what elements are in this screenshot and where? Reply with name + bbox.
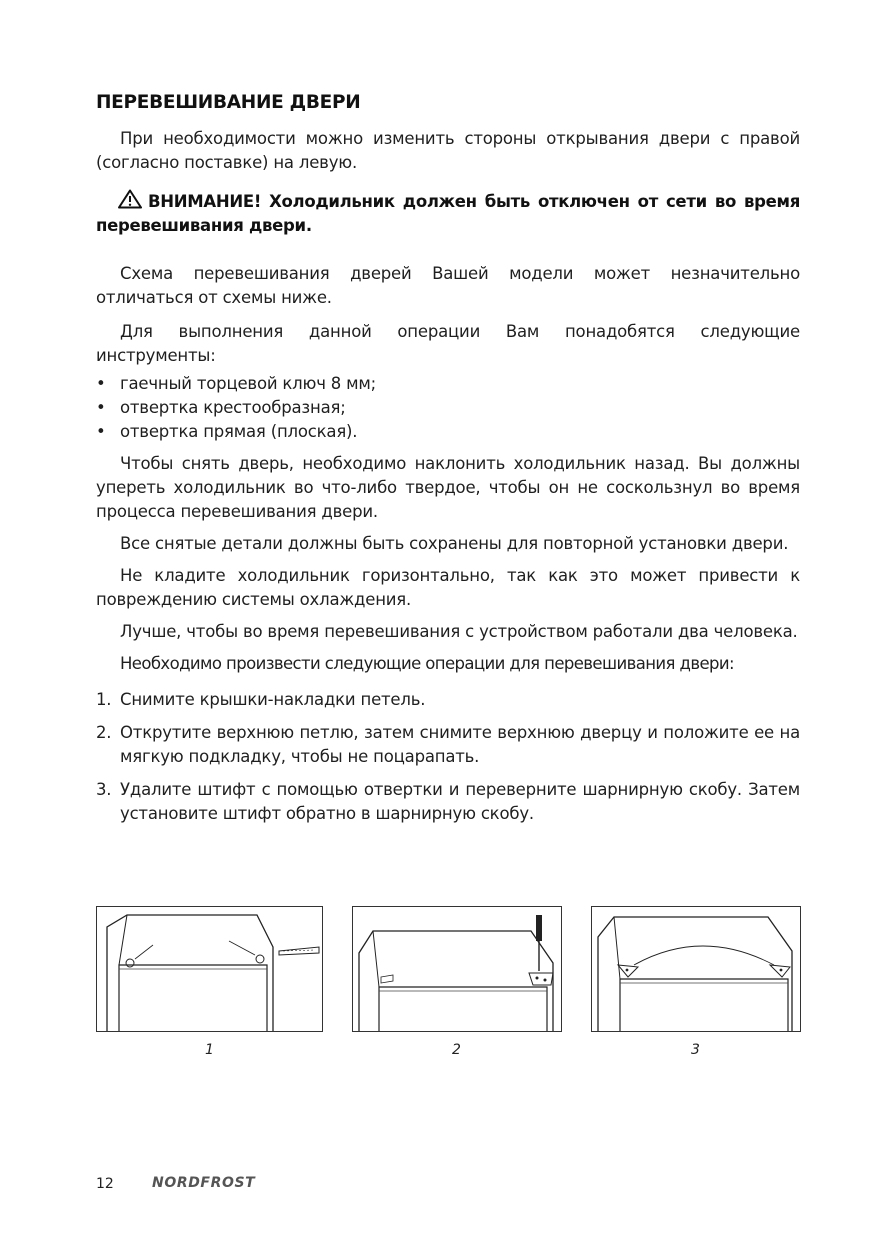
warning-block xyxy=(96,189,800,238)
horizontal-warning-paragraph: Не кладите холодильник горизонтально, так как это может привести к повреждению системы охлаждения. xyxy=(96,566,800,609)
figure-3 xyxy=(591,906,801,1032)
figure-3-illustration xyxy=(592,907,800,1031)
document-page xyxy=(96,92,800,835)
bullet-icon: • xyxy=(96,374,106,393)
tools-intro: Для выполнения данной операции Вам понадобятся следующие инструменты: xyxy=(96,322,800,365)
bullet-icon: • xyxy=(96,422,106,441)
brand-logo: NORDFROST xyxy=(152,1175,256,1191)
figure-2 xyxy=(352,906,562,1032)
operations-intro: Необходимо произвести следующие операции для перевешивания двери: xyxy=(120,654,734,673)
figure-2-caption: 2 xyxy=(452,1042,461,1058)
page-title: ПЕРЕВЕШИВАНИЕ ДВЕРИ xyxy=(96,92,361,113)
figure-1-caption: 1 xyxy=(205,1042,214,1058)
step-item: 3. Удалите штифт с помощью отвертки и переверните шарнирную скобу. Затем установите штифт обратно в шарнирную скобу. xyxy=(96,780,800,823)
figure-2-illustration xyxy=(353,907,561,1031)
two-people-paragraph: Лучше, чтобы во время перевешивания с устройством работали два человека. xyxy=(120,622,798,641)
list-item: • отвертка крестообразная; xyxy=(96,396,800,420)
intro-paragraph: При необходимости можно изменить стороны открывания двери с правой (согласно поставке) на левую. xyxy=(96,129,800,172)
figure-1 xyxy=(96,906,323,1032)
tools-list xyxy=(96,372,800,444)
page-number: 12 xyxy=(96,1176,114,1192)
steps-list xyxy=(96,688,800,826)
keep-parts-paragraph: Все снятые детали должны быть сохранены для повторной установки двери. xyxy=(120,534,789,553)
warning-triangle-icon xyxy=(118,189,142,209)
bullet-icon: • xyxy=(96,398,106,417)
figure-1-illustration xyxy=(97,907,322,1031)
warning-text: ВНИМАНИЕ! Холодильник должен быть отключен от сети во время перевешивания двери. xyxy=(96,192,800,235)
scheme-note: Схема перевешивания дверей Вашей модели может незначительно отличаться от схемы ниже. xyxy=(96,264,800,307)
list-item: • отвертка прямая (плоская). xyxy=(96,420,800,444)
list-item: • гаечный торцевой ключ 8 мм; xyxy=(96,372,800,396)
figure-3-caption: 3 xyxy=(691,1042,700,1058)
step-item: 2. Открутите верхнюю петлю, затем снимите верхнюю дверцу и положите ее на мягкую подкладку, чтобы не поцарапать. xyxy=(96,723,800,766)
tilt-paragraph: Чтобы снять дверь, необходимо наклонить холодильник назад. Вы должны упереть холодильник во что-либо твердое, чтобы он не соскользнул во время процесса перевешивания двери. xyxy=(96,454,800,521)
step-item: 1. Снимите крышки-накладки петель. xyxy=(96,690,426,709)
